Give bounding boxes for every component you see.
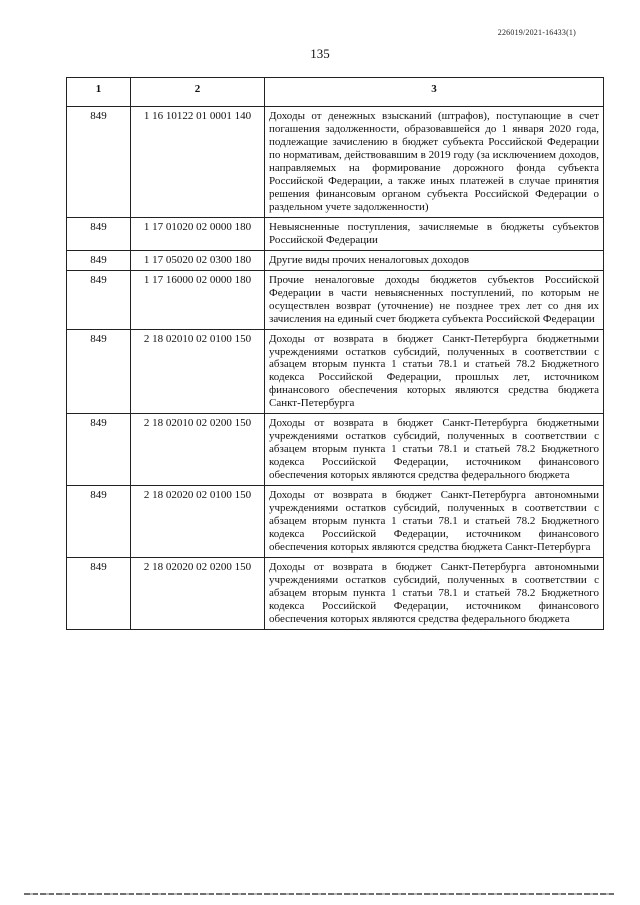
table-row xyxy=(67,558,604,630)
budget-classification-code: 2 18 02020 02 0100 150 xyxy=(131,486,265,558)
budget-classification-code: 1 16 10122 01 0001 140 xyxy=(131,107,265,218)
table-header-row xyxy=(67,78,604,107)
revenue-description: Доходы от возврата в бюджет Санкт-Петербурга автономными учреждениями остатков субсидий, полученных в соответствии с абзацем вторым пункта 1 статьи 78.1 и статьей 78.2 Бюджетного кодекса Российской Федерации, источником финансового обеспечения которых являются средства федерального бюджета xyxy=(265,558,604,630)
table-row xyxy=(67,107,604,218)
revenue-description: Прочие неналоговые доходы бюджетов субъектов Российской Федерации в части невыясненных поступлений, по которым не осуществлен возврат (уточнение) не позднее трех лет со дня их зачисления на единый счет бюджета субъекта Российской Федерации xyxy=(265,270,604,329)
revenue-description: Доходы от возврата в бюджет Санкт-Петербурга бюджетными учреждениями остатков субсидий, полученных в соответствии с абзацем вторым пункта 1 статьи 78.1 и статьей 78.2 Бюджетного кодекса Российской Федерации, источником финансового обеспечения которых являются средства федерального бюджета xyxy=(265,414,604,486)
document-id: 226019/2021-16433(1) xyxy=(497,28,576,37)
budget-classification-code: 1 17 01020 02 0000 180 xyxy=(131,217,265,250)
administrator-code: 849 xyxy=(67,486,131,558)
column-header-1: 1 xyxy=(67,78,131,107)
budget-classification-code: 1 17 16000 02 0000 180 xyxy=(131,270,265,329)
revenue-description: Невыясненные поступления, зачисляемые в бюджеты субъектов Российской Федерации xyxy=(265,217,604,250)
budget-classification-code: 2 18 02010 02 0200 150 xyxy=(131,414,265,486)
scan-edge-line xyxy=(24,893,616,895)
budget-classification-code: 2 18 02010 02 0100 150 xyxy=(131,329,265,414)
administrator-code: 849 xyxy=(67,329,131,414)
table-row xyxy=(67,270,604,329)
table-row xyxy=(67,486,604,558)
revenue-description: Другие виды прочих неналоговых доходов xyxy=(265,250,604,270)
budget-classification-code: 2 18 02020 02 0200 150 xyxy=(131,558,265,630)
table-row xyxy=(67,329,604,414)
column-header-3: 3 xyxy=(265,78,604,107)
revenue-description: Доходы от возврата в бюджет Санкт-Петербурга бюджетными учреждениями остатков субсидий, полученных в соответствии с абзацем вторым пункта 1 статьи 78.1 и статьей 78.2 Бюджетного кодекса Российской Федерации, прошлых лет, источником финансового обеспечения которых являются средства бюджета Санкт-Петербурга xyxy=(265,329,604,414)
administrator-code: 849 xyxy=(67,217,131,250)
revenue-description: Доходы от денежных взысканий (штрафов), поступающие в счет погашения задолженности, образовавшейся до 1 января 2020 года, подлежащие зачислению в бюджет субъекта Российской Федерации по нормативам, действовавшим в 2019 году (за исключением доходов, направляемых на формирование дорожного фонда субъекта Российской Федерации, а также иных платежей в случае принятия решения финансовым органом субъекта Российской Федерации о раздельном учете задолженности) xyxy=(265,107,604,218)
page-number: 135 xyxy=(310,46,330,61)
administrator-code: 849 xyxy=(67,250,131,270)
administrator-code: 849 xyxy=(67,414,131,486)
revenue-codes-table xyxy=(66,77,604,630)
administrator-code: 849 xyxy=(67,270,131,329)
table-row xyxy=(67,250,604,270)
administrator-code: 849 xyxy=(67,558,131,630)
budget-classification-code: 1 17 05020 02 0300 180 xyxy=(131,250,265,270)
column-header-2: 2 xyxy=(131,78,265,107)
administrator-code: 849 xyxy=(67,107,131,218)
table-row xyxy=(67,414,604,486)
table-row xyxy=(67,217,604,250)
revenue-description: Доходы от возврата в бюджет Санкт-Петербурга автономными учреждениями остатков субсидий, полученных в соответствии с абзацем вторым пункта 1 статьи 78.1 и статьей 78.2 Бюджетного кодекса Российской Федерации, источником финансового обеспечения которых являются средства бюджета Санкт-Петербурга xyxy=(265,486,604,558)
